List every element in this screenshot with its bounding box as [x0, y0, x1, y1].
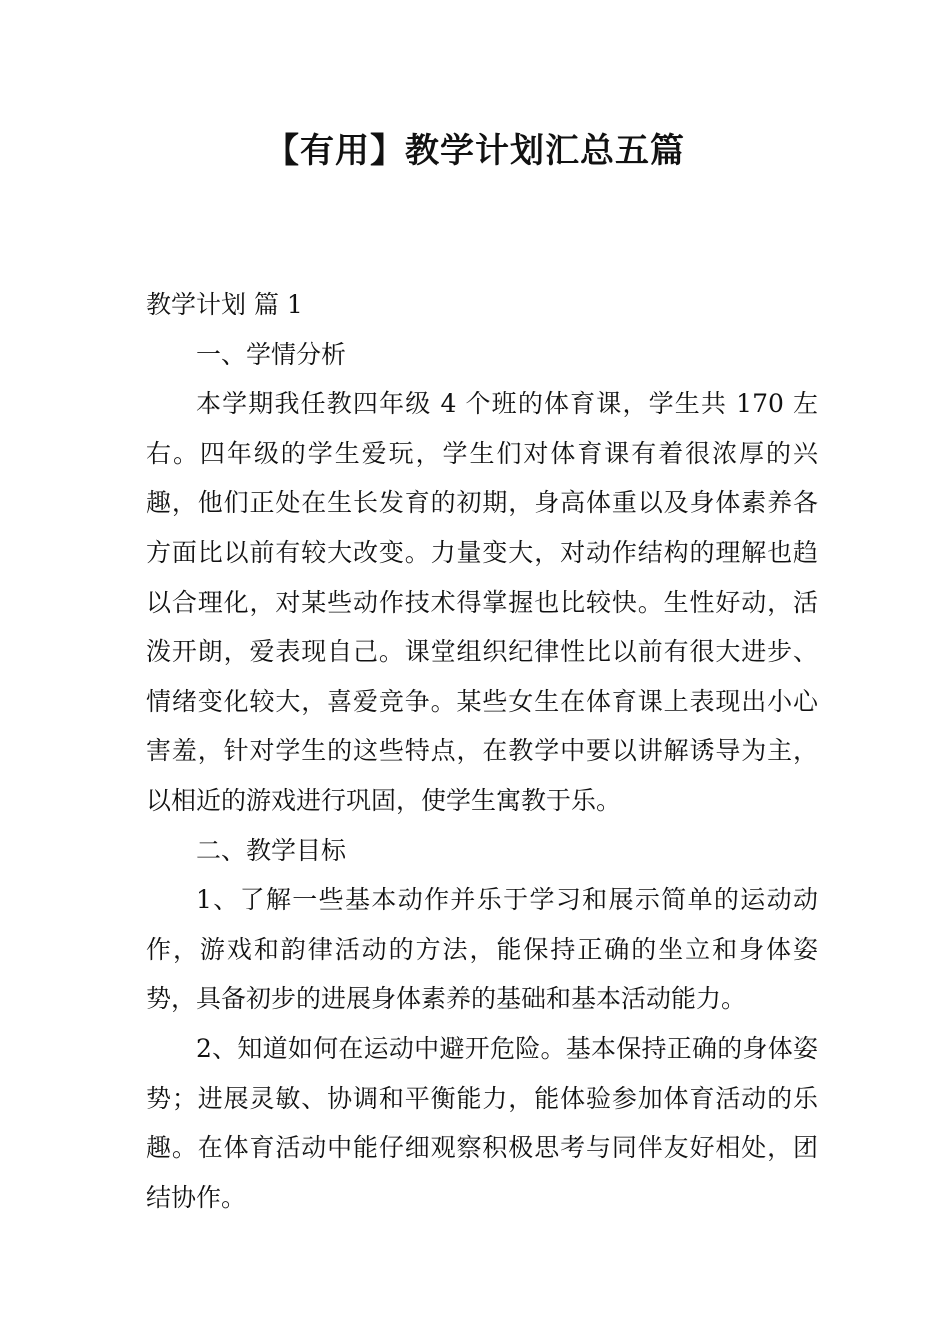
subsection-heading-teaching-goals: 二、教学目标	[196, 835, 347, 865]
paragraph-goal-1: 1、了解一些基本动作并乐于学习和展示简单的运动动作，游戏和韵律活动的方法，能保持正确的坐立和身体姿势，具备初步的进展身体素养的基础和基本活动能力。	[146, 885, 818, 1014]
subsection-heading-situation-analysis: 一、学情分析	[196, 339, 347, 369]
paragraph-situation-analysis: 本学期我任教四年级 4 个班的体育课，学生共 170 左右。四年级的学生爱玩，学生们对体育课有着很浓厚的兴趣，他们正处在生长发育的初期，身高体重以及身体素养各方面比以前有较大改变。力量变大，对动作结构的理解也趋以合理化，对某些动作技术得掌握也比较快。生性好动，活泼开朗，爱表现自己。课堂组织纪律性比以前有很大进步、情绪变化较大，喜爱竞争。某些女生在体育课上表现出小心害羞，针对学生的这些特点，在教学中要以讲解诱导为主，以相近的游戏进行巩固，使学生寓教于乐。	[146, 389, 818, 815]
paragraph-goal-2: 2、知道如何在运动中避开危险。基本保持正确的身体姿势；进展灵敏、协调和平衡能力，能体验参加体育活动的乐趣。在体育活动中能仔细观察积极思考与同伴友好相处，团结协作。	[146, 1033, 818, 1212]
document-title: 【有用】教学计划汇总五篇	[265, 131, 685, 171]
section-heading: 教学计划 篇 1	[146, 290, 303, 319]
document-body	[146, 280, 818, 1222]
